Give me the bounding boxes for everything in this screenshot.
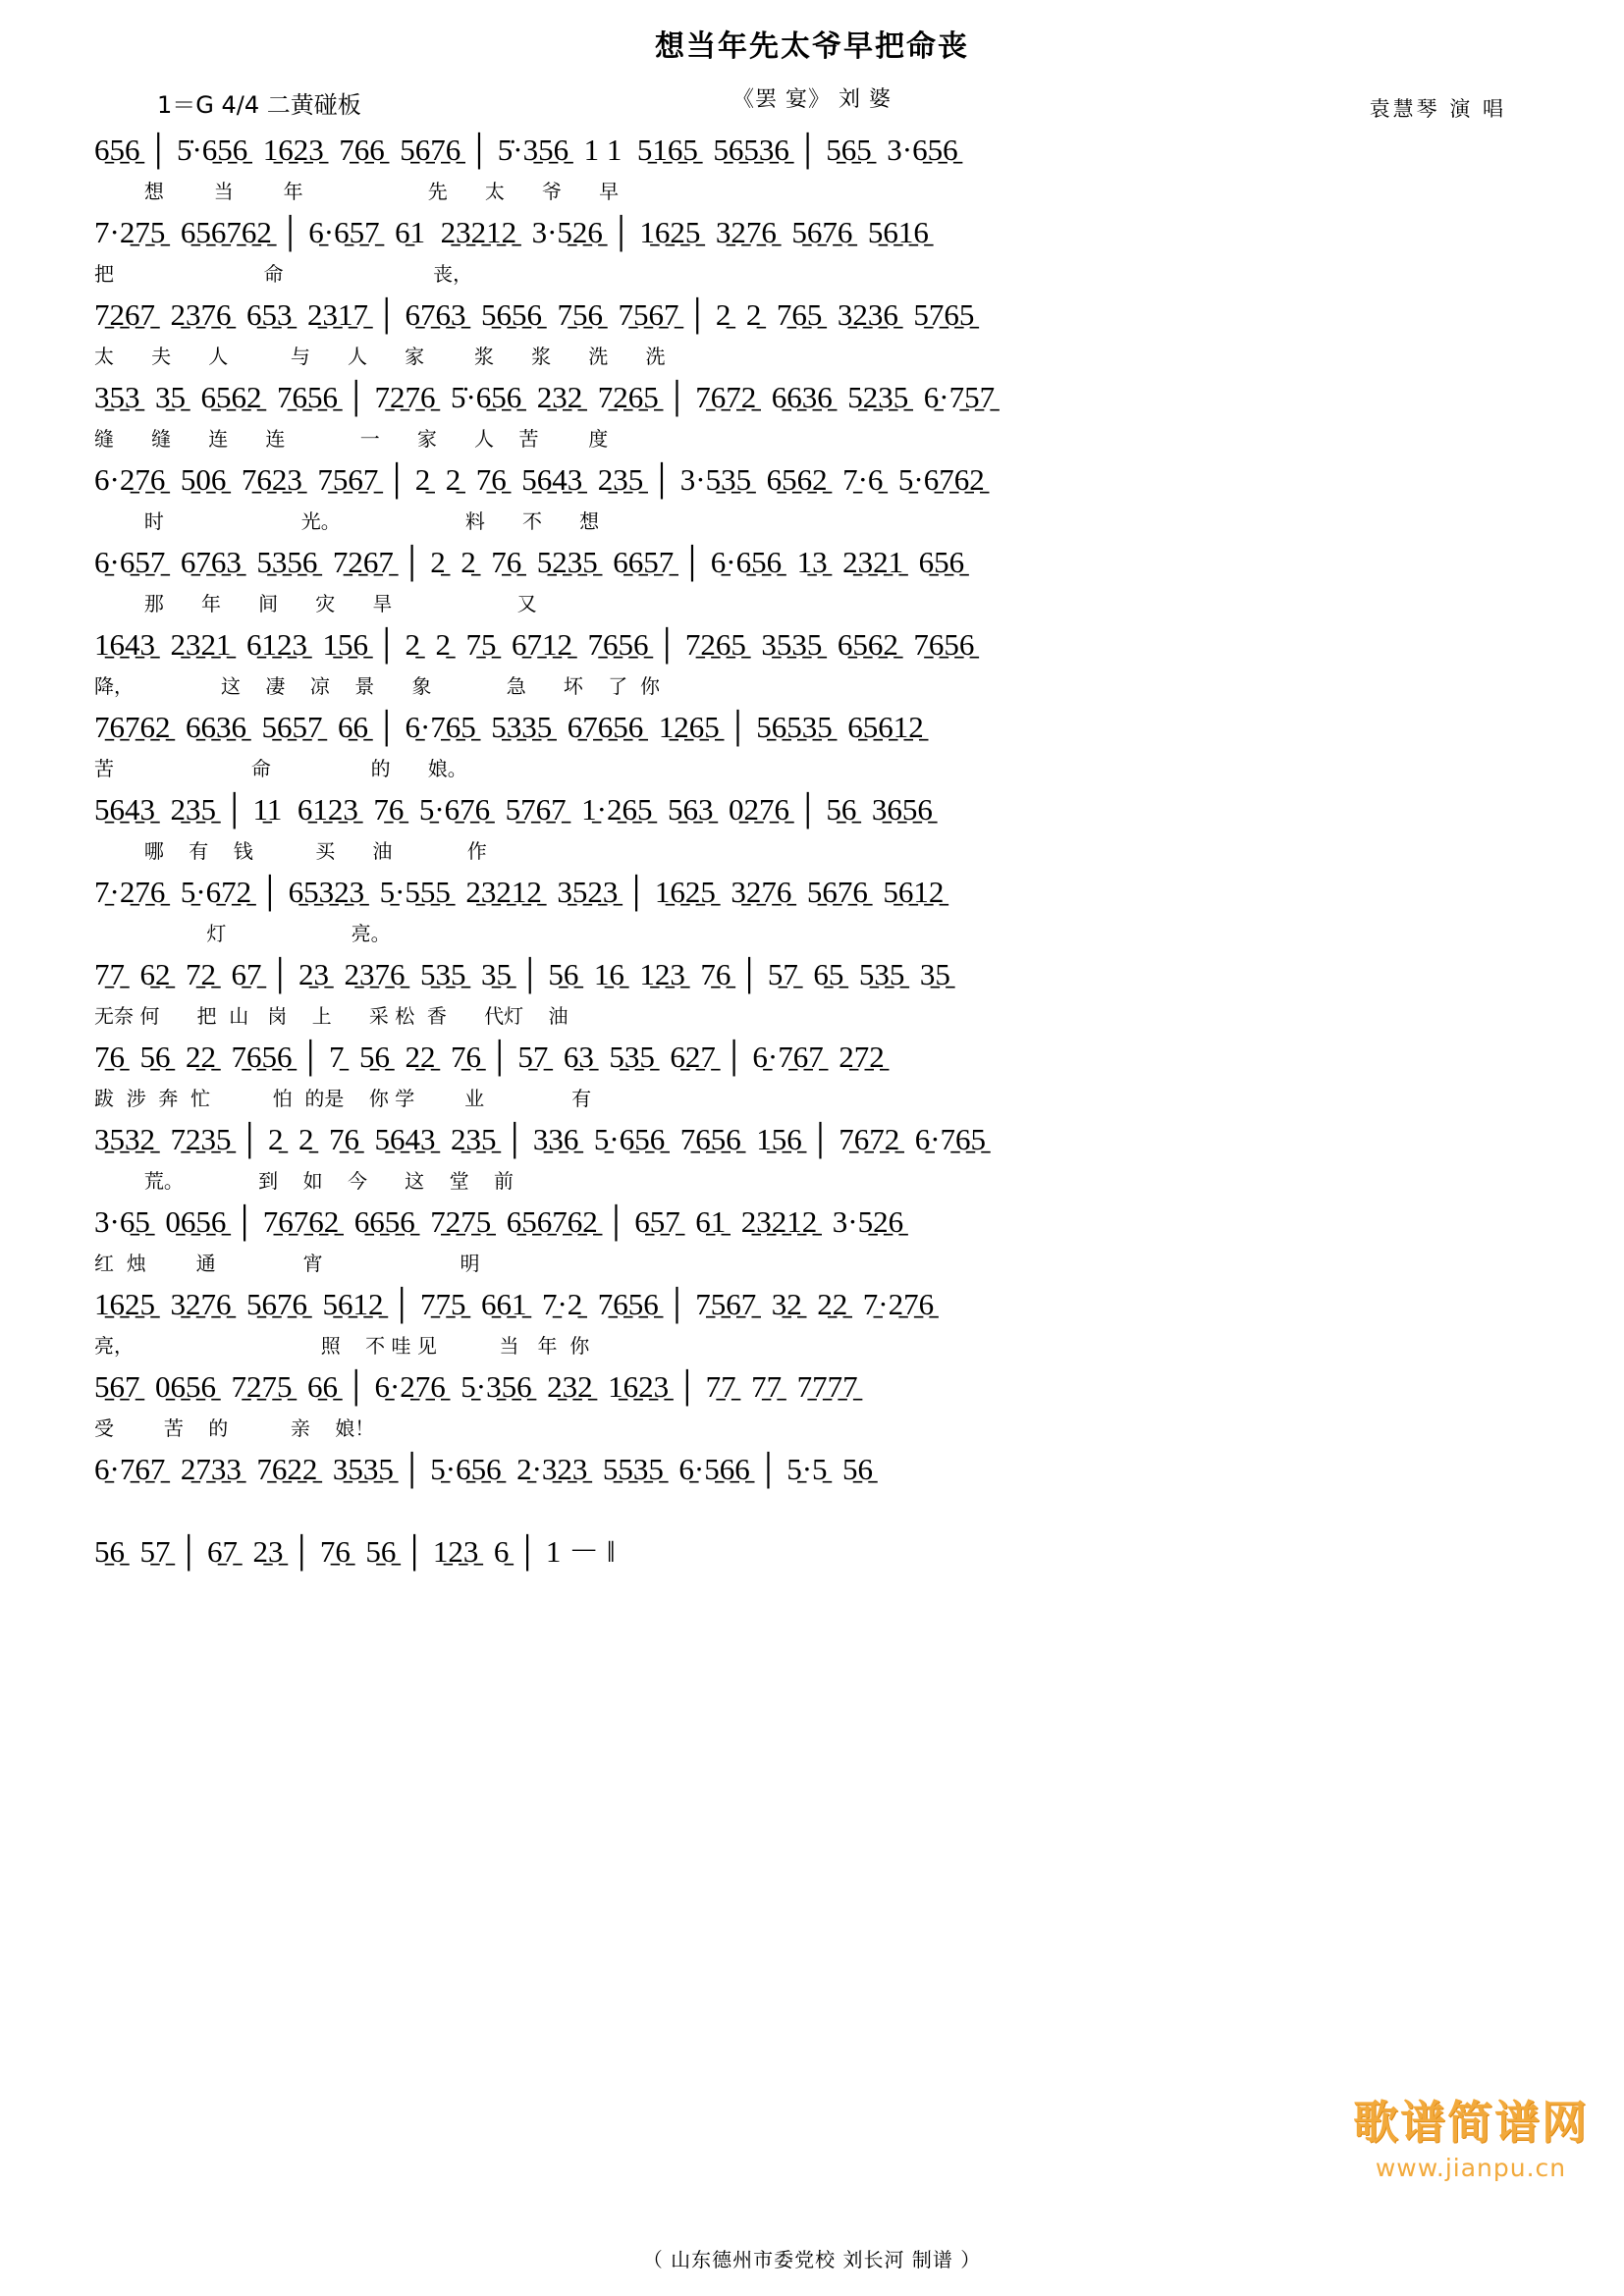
lyric-line: 太 夫 人 与 人 家 浆 浆 洗 洗 — [94, 345, 666, 368]
staff-system — [94, 464, 1530, 547]
watermark-url: www.jianpu.cn — [1375, 2154, 1567, 2182]
arranger-credit: （ 山东德州市委党校 刘长河 制谱 ） — [642, 2248, 982, 2271]
staff-system — [94, 1206, 1530, 1289]
staff-system — [94, 134, 1530, 217]
lyric-line: 亮， 照 不 哇 见 当 年 你 — [94, 1334, 590, 1358]
lyric-line: 受 苦 的 亲 娘！ — [94, 1416, 375, 1440]
notation-line: 5̱6̱ 5̱7̱ │ 6̱7̱ 2̱3̱ │ 7̱6̱ 5̱6̱ │ 1̱2̱3̱ 6̱ │ 1 － ‖ — [94, 1534, 616, 1569]
notation-line: 7·2̱7̱5̱ 6̱5̱6̱7̱6̱2̱ │ 6̱·6̱5̱7̱ 6̱1 2̱3̱2̱1̱2̱ 3·5̱2̱6̱ │ 1̱6̱2̱5̱ 3̱2̱7̱6̱ 5̱6̱7̱6̱ 5̱6̱1̱6̱ — [94, 215, 929, 249]
key-time-signature: 1＝G 4/4 二黄碰板 — [157, 91, 361, 119]
notation-line: 7̱7̱ 6̱2̱ 7̱2̱ 6̱7̱ │ 2̱3̱ 2̱3̱7̱6̱ 5̱3̱5̱ 3̱5̱ │ 5̱6̱ 1̱6̱ 1̱2̱3̱ 7̱6̱ │ 5̱7̱ 6̱5̱ 5̱3̱5̱ 3̱5̱ — [94, 957, 950, 991]
staff-system — [94, 1124, 1530, 1206]
notation-line: 5̱6̱7̱ 0̱6̱5̱6̱ 7̱2̱7̱5̱ 6̱6̱ │ 6̱·2̱7̱6̱ 5̱·3̱5̱6̱ 2̱3̱2̱ 1̱6̱2̱3̱ │ 7̱7̱ 7̱7̱ 7̱7̱7̱7̱ — [94, 1369, 858, 1404]
lyric-line: 荒。 到 如 今 这 堂 前 — [94, 1169, 514, 1193]
staff-system — [94, 794, 1530, 877]
lyric-line: 苦 命 的 娘。 — [94, 757, 467, 780]
notation-line: 7̱6̱ 5̱6̱ 2̱2̱ 7̱6̱5̱6̱ │ 7̱ 5̱6̱ 2̱2̱ 7̱6̱ │ 5̱7̱ 6̱3̱ 5̱3̱5̱ 6̱2̱7̱ │ 6̱·7̱6̱7̱ 2̱7̱2̱ — [94, 1040, 885, 1074]
staff-system — [94, 217, 1530, 299]
notation-line: 3·6̱5̱ 0̱6̱5̱6̱ │ 7̱6̱7̱6̱2̱ 6̱6̱5̱6̱ 7̱2̱7̱5̱ 6̱5̱6̱7̱6̱2̱ │ 6̱5̱7̱ 6̱1̱ 2̱3̱2̱1̱2̱ 3·5̱2̱6̱ — [94, 1204, 904, 1239]
staff-system — [94, 1536, 1530, 1619]
staff-system — [94, 382, 1530, 464]
lyric-line — [94, 1577, 1530, 1617]
staff-system — [94, 1371, 1530, 1454]
notation-line: 6̱·7̱6̱7̱ 2̱7̱3̱3̱ 7̱6̱2̱2̱ 3̱5̱3̱5̱ │ 5̱·6̱5̱6̱ 2̱·3̱2̱3̱ 5̱5̱3̱5̱ 6̱·5̱6̱6̱ │ 5̱·5̱ 5̱6̱ — [94, 1452, 874, 1486]
lyric-line: 哪 有 钱 买 油 作 — [94, 839, 487, 863]
lyric-line: 那 年 间 灾 旱 又 — [94, 592, 537, 615]
lyric-line: 降， 这 凄 凉 景 象 急 坏 了 你 — [94, 674, 661, 698]
staff-system — [94, 712, 1530, 794]
notation-line: 1̱6̱4̱3̱ 2̱3̱2̱1̱ 6̱1̱2̱3̱ 1̱5̱6̱ │ 2̱ 2̱ 7̱5̱ 6̱7̱1̱2̱ 7̱6̱5̱6̱ │ 7̱2̱6̱5̱ 3̱5̱3̱5̱ 6̱5̱6̱2̱ 7̱6̱5̱6̱ — [94, 627, 975, 662]
staff-system — [94, 1041, 1530, 1124]
staff-system — [94, 1454, 1530, 1536]
opera-subtitle: 《罢 宴》 刘 婆 — [732, 87, 892, 112]
lyric-line: 时 光。 料 不 想 — [94, 509, 600, 533]
staff-system — [94, 877, 1530, 959]
music-body — [94, 134, 1530, 1619]
notation-line: 3̱5̱3̱ 3̱5̱ 6̱5̱6̱2̱ 7̱6̱5̱6̱ │ 7̱2̱7̱6̱ 5̇·6̱5̱6̱ 2̱3̱2̱ 7̱2̱6̱5̱ │ 7̱6̱7̱2̱ 6̱6̱3̱6̱ 5̱2̱3̱5̱ 6̱·7̱5̱7̱ — [94, 380, 996, 414]
notation-line: 5̱6̱4̱3̱ 2̱3̱5̱ │ 1̱1 6̱1̱2̱3̱ 7̱6̱ 5̱·6̱7̱6̱ 5̱7̱6̱7̱ 1̱·2̱6̱5̱ 5̱6̱3̱ 0̱2̱7̱6̱ │ 5̱6̱ 3̱6̱5̱6̱ — [94, 792, 933, 827]
staff-system — [94, 1289, 1530, 1371]
lyric-line: 无奈 何 把 山 岗 上 采 松 香 代灯 油 — [94, 1004, 568, 1028]
watermark-site-name: 歌谱简谱网 — [1353, 2096, 1589, 2149]
notation-line: 7̱6̱7̱6̱2̱ 6̱6̱3̱6̱ 5̱6̱5̱7̱ 6̱6̱ │ 6̱·7̱6̱5̱ 5̱3̱3̱5̱ 6̱7̱6̱5̱6̱ 1̱2̱6̱5̱ │ 5̱6̱5̱3̱5̱ 6̱5̱6̱1̱2̱ — [94, 710, 924, 744]
notation-line: 7̱2̱6̱7̱ 2̱3̱7̱6̱ 6̱5̱3̱ 2̱3̱1̱7̱ │ 6̱7̱6̱3̱ 5̱6̱5̱6̱ 7̱5̱6̱ 7̱5̱6̱7̱ │ 2̱ 2̱ 7̱6̱5̱ 3̱2̱3̱6̱ 5̱7̱6̱5̱ — [94, 297, 975, 332]
lyric-line: 缝 缝 连 连 一 家 人 苦 度 — [94, 427, 609, 451]
header-meta-row — [0, 80, 1624, 121]
singer-credit: 袁慧琴 演 唱 — [1369, 97, 1506, 121]
lyric-line: 把 命 丧， — [94, 262, 473, 286]
staff-system — [94, 629, 1530, 712]
staff-system — [94, 959, 1530, 1041]
lyric-line: 红 烛 通 宵 明 — [94, 1252, 480, 1275]
lyric-line: 想 当 年 先 太 爷 早 — [94, 180, 620, 203]
staff-system — [94, 299, 1530, 382]
page-title: 想当年先太爷早把命丧 — [655, 29, 969, 64]
notation-line: 1̱6̱2̱5̱ 3̱2̱7̱6̱ 5̱6̱7̱6̱ 5̱6̱1̱2̱ │ 7̱7̱5̱ 6̱6̱1̱ 7̱·2̱ 7̱6̱5̱6̱ │ 7̱5̱6̱7̱ 3̱2̱ 2̱2̱ 7̱·2̱7̱6̱ — [94, 1287, 935, 1321]
notation-line: 7̱·2̱7̱6̱ 5̱·6̱7̱2̱ │ 6̱5̱3̱2̱3̱ 5̱·5̱5̱5̱ 2̱3̱2̱1̱2̱ 3̱5̱2̱3̱ │ 1̱6̱2̱5̱ 3̱2̱7̱6̱ 5̱6̱7̱6̱ 5̱6̱1̱2̱ — [94, 875, 945, 909]
notation-line: 6·2̱7̱6̱ 5̱0̱6̱ 7̱6̱2̱3̱ 7̱5̱6̱7̱ │ 2̱ 2̱ 7̱6̱ 5̱6̱4̱3̱ 2̱3̱5̱ │ 3·5̱3̱5̱ 6̱5̱6̱2̱ 7̱·6̱ 5̱·6̱7̱6̱2̱ — [94, 462, 985, 497]
lyric-line: 跋 涉 奔 忙 怕 的是 你 学 业 有 — [94, 1087, 592, 1110]
staff-system — [94, 547, 1530, 629]
watermark — [1353, 2087, 1589, 2182]
notation-line: 6̱5̱6̱ │ 5̇·6̱5̱6̱ 1̱6̱2̱3̱ 7̱6̱6̱ 5̱6̱7̱6̱ │ 5̇·3̱5̱6̱ 1 1 5̱1̱6̱5̱ 5̱6̱5̱3̱6̱ │ 5̱6̱5̱ 3·6̱5̱6̱ — [94, 133, 958, 167]
lyric-line: 灯 亮。 — [94, 922, 391, 945]
notation-line: 3̱5̱3̱2̱ 7̱2̱3̱5̱ │ 2̱ 2̱ 7̱6̱ 5̱6̱4̱3̱ 2̱3̱5̱ │ 3̱3̱6̱ 5̱·6̱5̱6̱ 7̱6̱5̱6̱ 1̱5̱6̱ │ 7̱6̱7̱2̱ 6̱·7̱6̱5̱ — [94, 1122, 987, 1156]
lyric-line — [94, 1495, 1530, 1534]
notation-line: 6̱·6̱5̱7̱ 6̱7̱6̱3̱ 5̱3̱5̱6̱ 7̱2̱6̱7̱ │ 2̱ 2̱ 7̱6̱ 5̱2̱3̱5̱ 6̱6̱5̱7̱ │ 6̱·6̱5̱6̱ 1̱3̱ 2̱3̱2̱1̱ 6̱5̱6̱ — [94, 545, 965, 579]
